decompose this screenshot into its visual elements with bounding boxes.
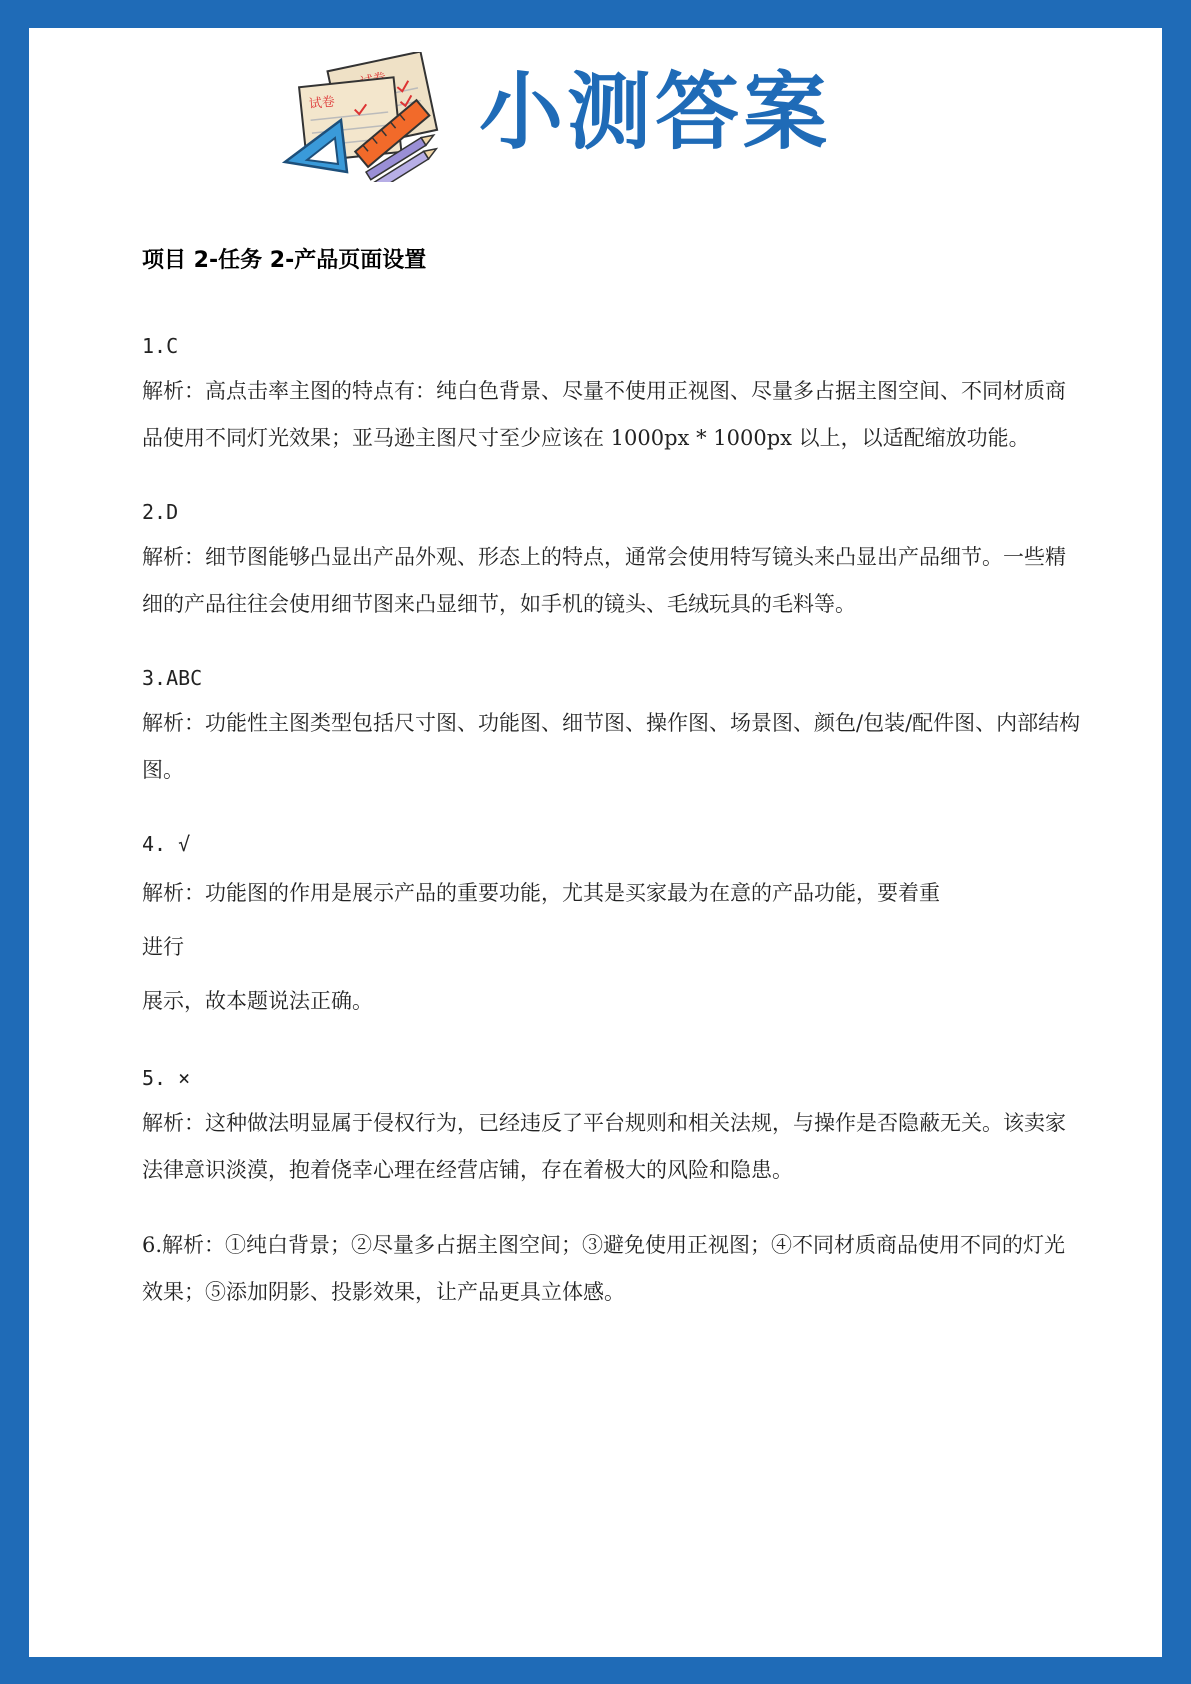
test-paper-illustration-icon: [281, 52, 461, 182]
section-title: 项目 2-任务 2-产品页面设置: [142, 248, 427, 273]
question-1: [142, 324, 1082, 462]
question-2-answer: 2.D: [142, 500, 179, 525]
question-2-explanation: 解析：细节图能够凸显出产品外观、形态上的特点，通常会使用特写镜头来凸显出产品细节。一些精细的产品往往会使用细节图来凸显细节，如手机的镜头、毛绒玩具的毛料等。: [142, 545, 1066, 617]
question-4: [142, 822, 1082, 1028]
question-1-answer: 1.C: [142, 334, 179, 359]
question-3: [142, 656, 1082, 794]
question-6-explanation: 6.解析：①纯白背景；②尽量多占据主图空间；③避免使用正视图；④不同材质商品使用不同的灯光效果；⑤添加阴影、投影效果，让产品更具立体感。: [142, 1233, 1066, 1305]
document-page: [29, 28, 1162, 1657]
question-4-explanation-line: 展示，故本题说法正确。: [142, 989, 373, 1014]
question-5-explanation: 解析：这种做法明显属于侵权行为，已经违反了平台规则和相关法规，与操作是否隐蔽无关。该卖家法律意识淡漠，抱着侥幸心理在经营店铺，存在着极大的风险和隐患。: [142, 1111, 1066, 1183]
paper-label-front: 试卷: [308, 94, 336, 113]
question-2: [142, 490, 1082, 628]
question-1-explanation: 解析：高点击率主图的特点有：纯白色背景、尽量不使用正视图、尽量多占据主图空间、不同材质商品使用不同灯光效果；亚马逊主图尺寸至少应该在 1000px * 1000px 以上，以适配缩放功能。: [142, 379, 1066, 451]
question-4-explanation-line: 解析：功能图的作用是展示产品的重要功能，尤其是买家最为在意的产品功能，要着重: [142, 881, 940, 906]
question-6: [142, 1222, 1082, 1316]
question-3-answer: 3.ABC: [142, 666, 203, 691]
header-banner: [29, 28, 1162, 188]
question-3-explanation: 解析：功能性主图类型包括尺寸图、功能图、细节图、操作图、场景图、颜色/包装/配件图、内部结构图。: [142, 711, 1081, 783]
question-5: [142, 1056, 1082, 1194]
question-5-answer: 5. ×: [142, 1066, 191, 1091]
header-logo-title: 小测答案: [479, 63, 832, 161]
answer-content: [142, 248, 1082, 1344]
question-4-answer: 4. √: [142, 832, 191, 857]
question-4-explanation-line: 进行: [142, 935, 184, 960]
